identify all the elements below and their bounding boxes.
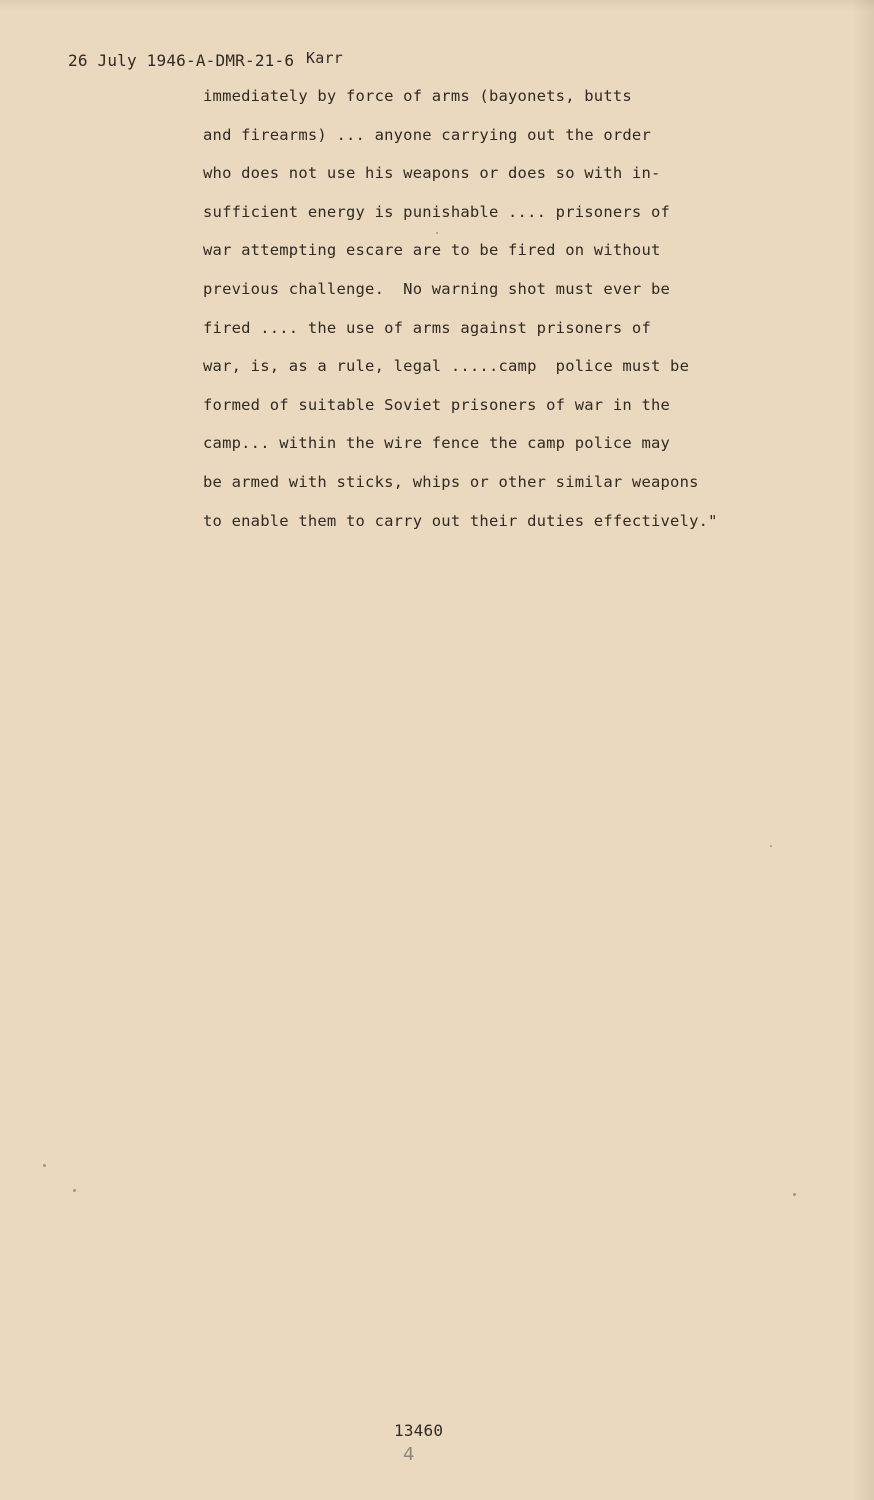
page-number: 13460 [394, 1421, 444, 1440]
body-line: fired .... the use of arms against prisoners of [203, 318, 651, 337]
body-line: previous challenge. No warning shot must ever be [203, 279, 671, 298]
body-line: war attempting escare are to be fired on without [203, 241, 661, 260]
body-line: formed of suitable Soviet prisoners of war in the [203, 395, 671, 414]
document-reference: 26 July 1946-A-DMR-21-6 [68, 51, 295, 70]
paper-speck [770, 845, 772, 847]
paper-speck [73, 1189, 76, 1192]
body-line: war, is, as a rule, legal .....camp police must be [203, 357, 690, 376]
paper-speck [793, 1193, 796, 1196]
body-line: sufficient energy is punishable .... prisoners of [203, 202, 671, 221]
document-body [203, 86, 763, 549]
body-line: who does not use his weapons or does so with in- [203, 164, 661, 183]
paper-speck [43, 1164, 46, 1167]
body-line: camp... within the wire fence the camp police may [203, 434, 671, 453]
body-line: to enable them to carry out their duties effectively." [203, 511, 718, 530]
paper-speck [436, 232, 438, 234]
body-line: immediately by force of arms (bayonets, butts [203, 87, 632, 105]
body-line: and firearms) ... anyone carrying out the order [203, 125, 651, 144]
witness-name: Karr [306, 49, 343, 67]
handwritten-page-mark: 4 [403, 1444, 415, 1465]
paper-right-shadow [852, 0, 874, 1500]
body-line: be armed with sticks, whips or other similar weapons [203, 472, 699, 491]
paper-top-shadow [0, 0, 874, 10]
